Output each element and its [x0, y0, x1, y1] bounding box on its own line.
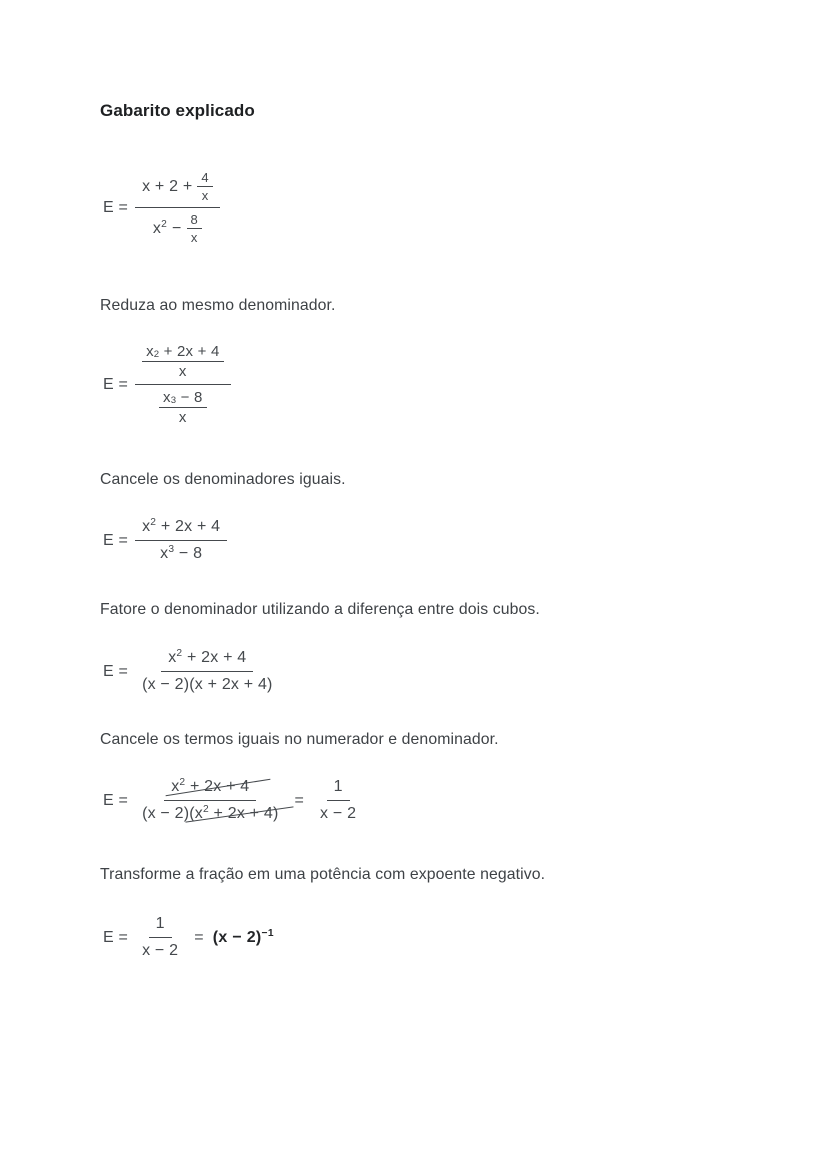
equation-lhs: E = [103, 928, 129, 946]
fraction-numerator: 8 [187, 212, 202, 229]
fraction-main [135, 778, 285, 823]
cancelled-term: $x^2 + 2x + 4$ [171, 777, 250, 795]
equation-lhs: E = [103, 662, 129, 680]
exponent: 2 [179, 777, 186, 789]
instruction-step-3: Fatore o denominador utilizando a diferença entre dois cubos. [100, 601, 540, 618]
minus-operator: − [172, 219, 182, 237]
instruction-step-2: Cancele os denominadores iguais. [100, 471, 346, 488]
fraction-main [135, 915, 185, 960]
equals-operator: = [194, 928, 204, 946]
math-text: $x^2$ [152, 218, 167, 237]
fraction-main [135, 649, 280, 694]
fraction-denominator: x [178, 409, 187, 426]
exponent: 3 [168, 544, 175, 556]
equation-final-result [103, 915, 274, 960]
fraction-small [187, 212, 202, 245]
fraction-numerator: 4 [197, 170, 212, 187]
instruction-step-1: Reduza ao mesmo denominador. [100, 297, 336, 314]
fraction-numerator: $x^2 + 2x + 4$ [135, 518, 227, 541]
fraction-numerator: 1 [149, 915, 172, 938]
fraction-denominator: x [201, 188, 209, 203]
equation-simplified [103, 518, 227, 563]
equation-factored [103, 649, 280, 694]
fraction-numerator [135, 343, 230, 385]
fraction-denominator: x − 2 [320, 805, 357, 822]
equation-lhs: E = [103, 791, 129, 809]
fraction-small [197, 170, 212, 203]
equation-lhs: E = [103, 531, 129, 549]
equation-common-denominator [103, 343, 231, 426]
fraction-denominator [146, 208, 209, 245]
exponent: 2 [150, 517, 157, 529]
cancelled-term: $(x^2 + 2x + 4)$ [189, 804, 279, 822]
fraction-numerator: x $^3$ − 8 [159, 389, 207, 408]
math-text: (x − 2) [142, 805, 190, 822]
instruction-step-4: Cancele os termos iguais no numerador e denominador. [100, 731, 499, 748]
fraction-denominator: x [178, 363, 187, 380]
fraction-numerator [164, 778, 256, 801]
equation-lhs: E = [103, 198, 129, 216]
negative-exponent: −1 [261, 927, 274, 939]
fraction-denominator: (x − 2)(x + 2x + 4) [142, 676, 273, 693]
equation-lhs: E = [103, 375, 129, 393]
equals-operator: = [294, 791, 305, 809]
fraction-denominator [135, 801, 285, 823]
fraction-numerator: x $^2$ + 2x + 4 [142, 343, 223, 362]
fraction-inner-top [142, 343, 223, 380]
fraction-numerator [135, 170, 220, 208]
equation-original [103, 170, 220, 245]
exponent: 2 [203, 804, 209, 816]
fraction-main [135, 343, 230, 426]
page-title: Gabarito explicado [100, 101, 255, 120]
exponent: 2 [161, 218, 167, 230]
final-answer: $(x - 2)^{-1}$ [212, 927, 274, 946]
exponent: 2 [176, 648, 183, 660]
equation-cancel-terms [103, 778, 363, 823]
fraction-numerator: $x^2 + 2x + 4$ [161, 649, 253, 672]
fraction-main [135, 518, 227, 563]
fraction-denominator [152, 385, 214, 426]
fraction-denominator: $x^3 - 8$ [160, 544, 203, 562]
fraction-inner-bottom [159, 389, 207, 426]
fraction-denominator: x − 2 [142, 942, 179, 959]
math-text: x + 2 + [142, 177, 193, 195]
fraction-result [313, 778, 363, 823]
fraction-main [135, 170, 220, 245]
instruction-step-5: Transforme a fração em uma potência com expoente negativo. [100, 866, 546, 883]
fraction-numerator: 1 [327, 778, 350, 801]
fraction-denominator: x [190, 230, 198, 245]
